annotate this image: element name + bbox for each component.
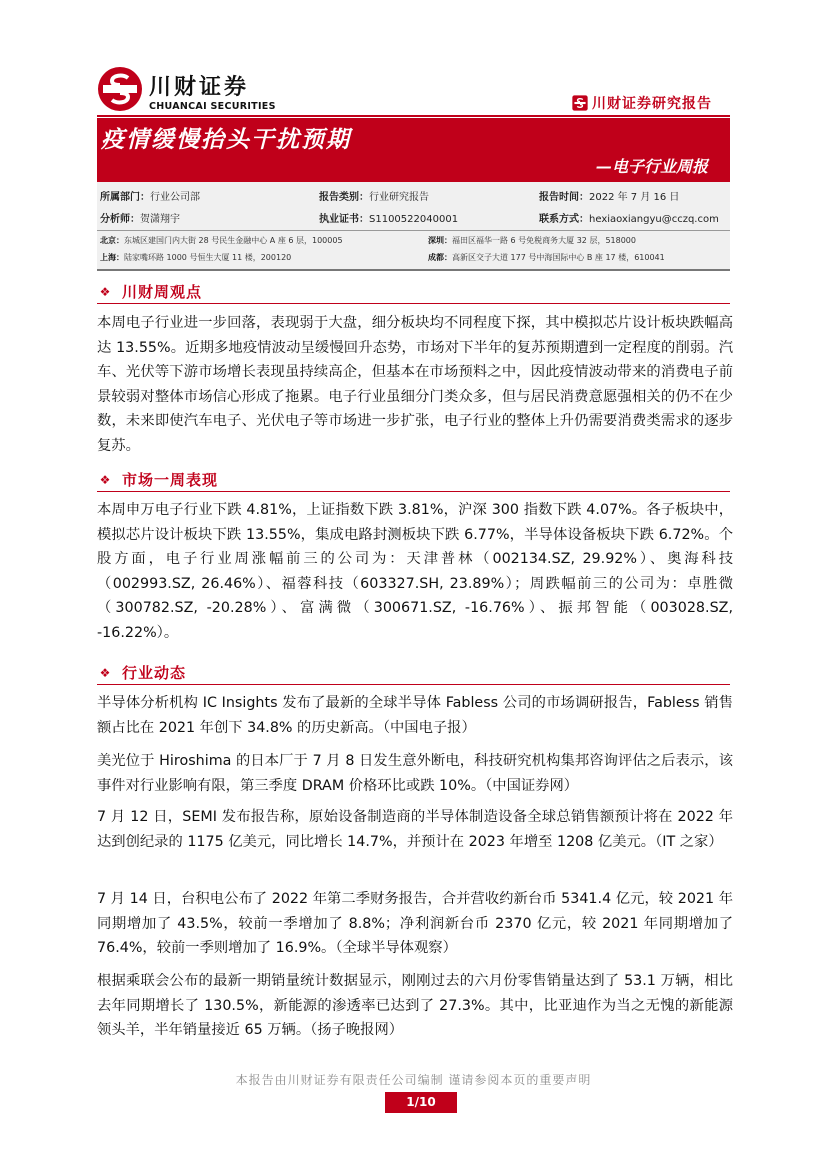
shanghai-value: 陆家嘴环路 1000 号恒生大厦 11 楼，200120 — [124, 253, 292, 262]
chengdu-label: 成都： — [428, 253, 452, 262]
time-field — [539, 188, 679, 203]
section-divider — [97, 684, 730, 685]
type-value: 行业研究报告 — [369, 192, 429, 203]
type-label: 报告类别： — [319, 192, 369, 203]
brand-name-cn: 川财证券 — [149, 75, 250, 100]
dept-value: 行业公司部 — [150, 192, 200, 203]
address-shanghai — [100, 252, 291, 263]
shanghai-label: 上海： — [100, 253, 124, 262]
dept-label: 所属部门： — [100, 192, 150, 203]
report-tag — [572, 93, 712, 113]
analyst-value: 贺潇翔宇 — [140, 214, 180, 225]
section-divider — [97, 491, 730, 492]
contact-value: hexiaoxiangyu@cczq.com — [589, 214, 719, 225]
page-number: 1/10 — [385, 1092, 457, 1113]
address-chengdu — [428, 252, 665, 263]
analyst-label: 分析师： — [100, 214, 140, 225]
section-header-news — [98, 662, 186, 683]
report-subtitle: —电子行业周报 — [596, 157, 709, 176]
section-header-market — [98, 469, 218, 490]
contact-field — [539, 210, 719, 225]
section-title-market: 市场一周表现 — [122, 471, 219, 489]
time-value: 2022 年 7 月 16 日 — [589, 192, 680, 203]
dept-field — [100, 188, 200, 203]
report-title: 疫情缓慢抬头干扰预期 — [101, 127, 351, 153]
cert-label: 执业证书： — [319, 214, 369, 225]
news-item: 半导体分析机构 IC Insights 发布了最新的全球半导体 Fabless 公司的市场调研报告，Fabless 销售额占比在 2021 年创下 34.8% 的历史新高。（中国电子报） — [97, 695, 733, 736]
diamond-bullet-icon: ❖ — [99, 284, 111, 299]
news-item: 美光位于 Hiroshima 的日本厂于 7 月 8 日发生意外断电，科技研究机构集邦咨询评估之后表示，该事件对行业影响有限，第三季度 DRAM 价格环比或跌 10%。（中国证券网） — [97, 753, 733, 794]
analyst-field — [100, 210, 180, 225]
news-item: 7 月 14 日，台积电公布了 2022 年第二季财务报告，合并营收约新台币 5341.4 亿元，较 2021 年同期增加了 43.5%，较前一季增加了 8.8%；净利润新台币 2370 亿元，较 2021 年同期增加了 76.4%，较前一季则增加了 16.9%。（全球半导体观察） — [97, 891, 733, 956]
section-header-view — [98, 281, 202, 302]
diamond-bullet-icon: ❖ — [99, 472, 111, 487]
diamond-bullet-icon: ❖ — [99, 665, 111, 680]
chengdu-value: 高新区交子大道 177 号中海国际中心 B 座 17 楼，610041 — [452, 253, 665, 262]
type-field — [319, 188, 429, 203]
cert-field — [319, 210, 458, 225]
section-title-news: 行业动态 — [122, 664, 187, 682]
shenzhen-value: 福田区福华一路 6 号免税商务大厦 32 层，518000 — [452, 236, 636, 245]
news-item: 根据乘联会公布的最新一期销量统计数据显示，刚刚过去的六月份零售销量达到了 53.1 万辆，相比去年同期增长了 130.5%，新能源的渗透率已达到了 27.3%。其中，比亚迪作为当之无愧的新能源领头羊，半年销量接近 65 万辆。（扬子晚报网） — [97, 973, 733, 1038]
address-shenzhen — [428, 235, 636, 246]
header-divider — [97, 115, 730, 117]
section-divider — [97, 303, 730, 304]
shenzhen-label: 深圳： — [428, 236, 452, 245]
beijing-value: 东城区建国门内大街 28 号民生金融中心 A 座 6 层，100005 — [124, 236, 343, 245]
view-paragraph: 本周电子行业进一步回落，表现弱于大盘，细分板块均不同程度下探，其中模拟芯片设计板块跌幅高达 13.55%。近期多地疫情波动呈缓慢回升态势，市场对下半年的复苏预期遭到一定程度的削弱。汽车、光伏等下游市场增长表现虽持续高企，但基本在市场预料之中，因此疫情波动带来的消费电子前景较弱对整体市场信心形成了拖累。电子行业虽细分门类众多，但与居民消费意愿强相关的仍不在少数，未来即使汽车电子、光伏电子等市场进一步扩张，电子行业的整体上升仍需要消费类需求的逐步复苏。 — [97, 315, 733, 454]
address-beijing — [100, 235, 343, 246]
report-tag-label: 川财证券研究报告 — [592, 96, 712, 112]
brand-name-en: CHUANCAI SECURITIES — [149, 101, 276, 112]
small-logo-icon — [572, 95, 588, 111]
beijing-label: 北京： — [100, 236, 124, 245]
market-paragraph: 本周申万电子行业下跌 4.81%，上证指数下跌 3.81%，沪深 300 指数下跌 4.07%。各子板块中，模拟芯片设计板块下跌 13.55%，集成电路封测板块下跌 6.77%，半导体设备板块下跌 6.72%。个股方面，电子行业周涨幅前三的公司为：天津普林（002134.SZ, 29.92%）、奥海科技（002993.SZ, 26.46%）、福蓉科技（603327.SH, 23.89%）；周跌幅前三的公司为：卓胜微（300782.SZ, -20.28%）、富满微（300671.SZ, -16.76%）、振邦智能（003028.SZ, -16.22%）。 — [97, 502, 733, 641]
cert-value: S1100522040001 — [369, 214, 459, 225]
time-label: 报告时间： — [539, 192, 589, 203]
contact-label: 联系方式： — [539, 214, 589, 225]
news-item: 7 月 12 日，SEMI 发布报告称，原始设备制造商的半导体制造设备全球总销售额预计将在 2022 年达到创纪录的 1175 亿美元，同比增长 14.7%，并预计在 2023 年增至 1208 亿美元。（IT 之家） — [97, 809, 733, 850]
section-title-view: 川财周观点 — [122, 283, 203, 301]
footer-disclaimer: 本报告由川财证券有限责任公司编制 谨请参阅本页的重要声明 — [235, 1073, 592, 1087]
company-logo — [97, 66, 143, 112]
